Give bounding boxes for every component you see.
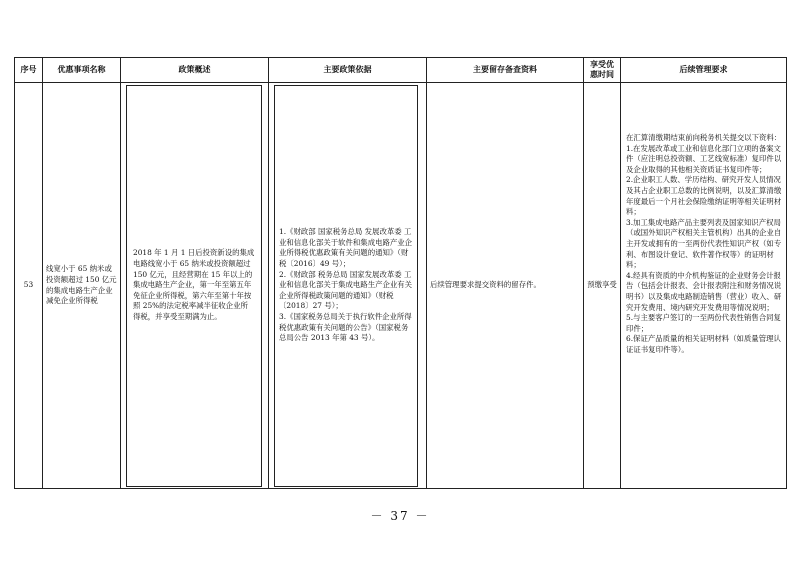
header-no: 序号	[15, 58, 43, 83]
requirement-item: 3.加工集成电路产品主要列表及国家知识产权局（或国外知识产权相关主管机构）出具的企业自主开发或拥有的一至两份代表性知识产权（如专利、布图设计登记、软件著作权等）的证明材料；	[626, 217, 782, 270]
policy-basis-box	[274, 85, 418, 487]
header-summary: 政策概述	[121, 58, 269, 83]
table-row	[15, 83, 787, 489]
basis-item: 1.《财政部 国家税务总局 发展改革委 工业和信息化部关于软件和集成电路产业企业所得税优惠政策有关问题的通知》（财税〔2016〕49 号）；	[279, 227, 413, 269]
policy-basis-cell	[269, 83, 427, 489]
requirement-item: 5.与主要客户签订的一至两份代表性销售合同复印件；	[626, 313, 781, 333]
policy-table	[14, 57, 787, 489]
follow-up-requirements	[621, 83, 787, 489]
header-documents: 主要留存备查资料	[427, 58, 584, 83]
header-name: 优惠事项名称	[43, 58, 121, 83]
retained-documents: 后续管理要求提交资料的留存件。	[427, 83, 584, 489]
header-basis: 主要政策依据	[269, 58, 427, 83]
requirement-item: 2.企业职工人数、学历结构、研究开发人员情况及其占企业职工总数的比例说明，以及汇算清缴年度最后一个月社会保险缴纳证明等相关证明材料；	[626, 175, 782, 217]
policy-summary-box	[126, 85, 262, 487]
item-name: 线宽小于 65 纳米或投资额超过 150 亿元的集成电路生产企业减免企业所得税	[43, 83, 121, 489]
requirement-item: 1.在发展改革或工业和信息化部门立项的备案文件（应注明总投资额、工艺线宽标准）复印件以及企业取得的其他相关资质证书复印件等；	[626, 143, 782, 174]
policy-summary: 2018 年 1 月 1 日后投资新设的集成电路线宽小于 65 纳米或投资额超过 150 亿元，且经营期在 15 年以上的集成电路生产企业，第一年至第五年免征企业所得税，第六年至第十年按照 25%的法定税率减半征收企业所得税，并享受至期满为止。	[133, 248, 255, 321]
requirement-item: 6.保证产品质量的相关证明材料（如质量管理认证证书复印件等）。	[626, 334, 781, 354]
header-row	[15, 58, 787, 83]
benefit-time: 预缴享受	[584, 83, 621, 489]
basis-item: 3.《国家税务总局关于执行软件企业所得税优惠政策有关问题的公告》（国家税务总局公告 2013 年第 43 号）。	[279, 311, 412, 343]
requirement-item: 在汇算清缴期结束前向税务机关提交以下资料：	[626, 133, 782, 142]
row-number: 53	[15, 83, 43, 489]
basis-item: 2.《财政部 税务总局 国家发展改革委 工业和信息化部关于集成电路生产企业有关企业所得税政策问题的通知》（财税〔2018〕27 号）；	[279, 269, 413, 311]
page-number: － 37 －	[370, 509, 430, 523]
header-time: 享受优惠时间	[584, 58, 621, 83]
header-requirements: 后续管理要求	[621, 58, 787, 83]
requirement-item: 4.经具有资质的中介机构鉴证的企业财务会计报告（包括会计报表、会计报表附注和财务情况说明书）以及集成电路制造销售（营业）收入、研究开发费用、境内研究开发费用等情况说明；	[626, 270, 782, 312]
policy-summary-cell	[121, 83, 269, 489]
